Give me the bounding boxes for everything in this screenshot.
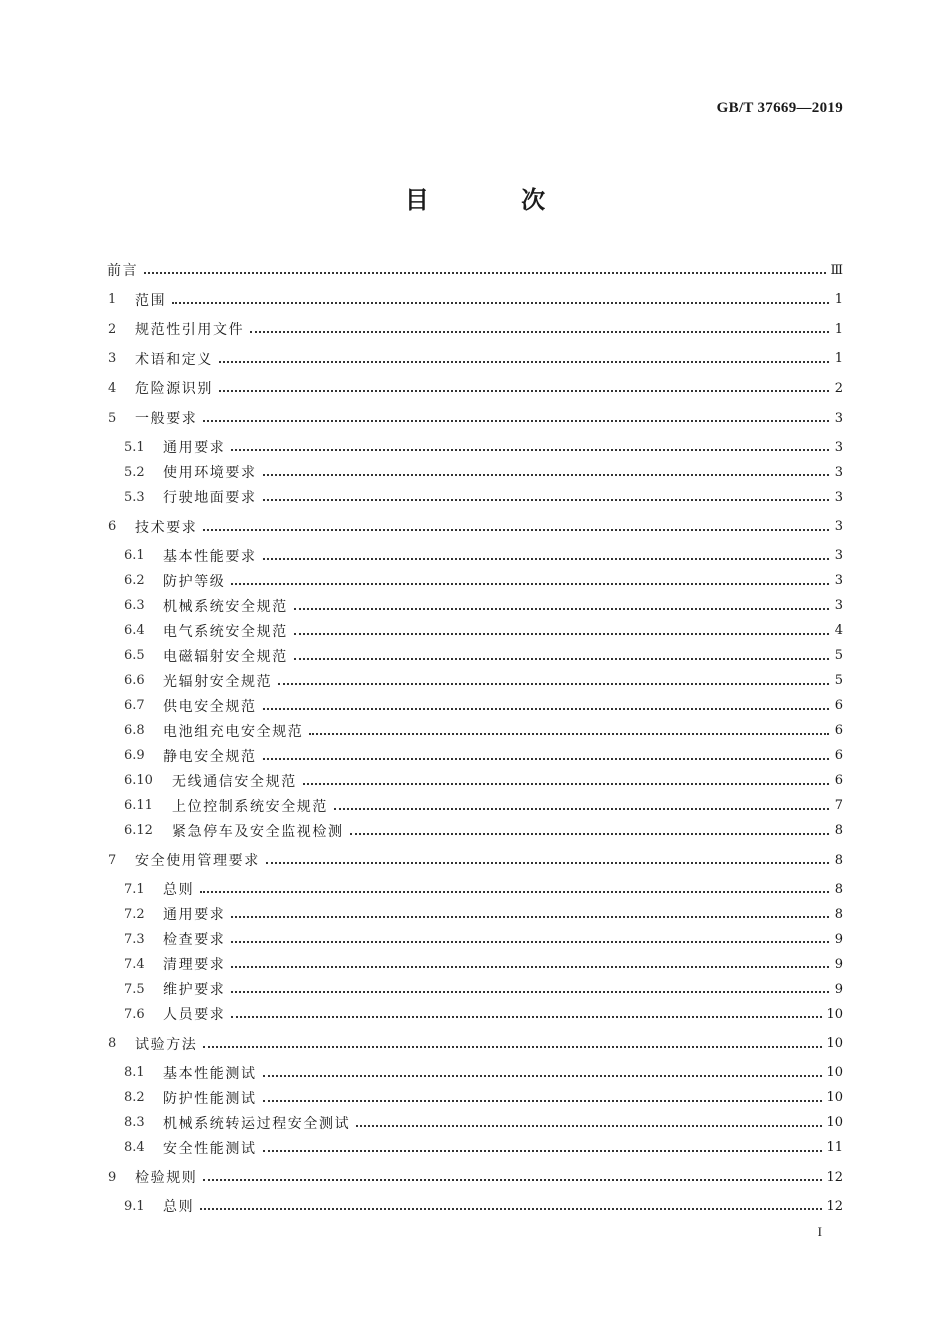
toc-entry-leader-dots — [203, 515, 829, 531]
toc-entry-leader-dots — [231, 977, 829, 993]
toc-entry-label: 通用要求 — [163, 907, 226, 924]
toc-entry-number: 6.3 — [124, 598, 145, 614]
toc-entry[interactable] — [107, 902, 843, 926]
toc-entry-page: 10 — [826, 1006, 843, 1022]
toc-entry-label: 安全使用管理要求 — [135, 853, 260, 870]
toc-title: 目 次 — [404, 186, 588, 214]
toc-entry-page: 9 — [834, 981, 843, 997]
toc-entry-number: 9 — [108, 1169, 117, 1185]
toc-entry-page: 10 — [826, 1065, 843, 1081]
toc-entry-leader-dots — [263, 460, 829, 476]
toc-entry[interactable] — [107, 406, 843, 430]
toc-entry-number: 5.1 — [124, 439, 145, 455]
toc-entry-leader-dots — [200, 1194, 822, 1210]
toc-entry-page: 11 — [826, 1140, 843, 1156]
toc-entry-leader-dots — [263, 544, 829, 560]
toc-entry[interactable] — [107, 1111, 843, 1135]
document-code: GB/T 37669—2019 — [716, 100, 843, 116]
toc-entry-leader-dots — [203, 1165, 822, 1181]
toc-entry[interactable] — [107, 819, 843, 843]
toc-entry-number: 6.9 — [124, 748, 145, 764]
toc-entry-leader-dots — [303, 769, 829, 785]
toc-entry-number: 6.10 — [124, 773, 153, 789]
toc-entry-label: 供电安全规范 — [163, 698, 257, 715]
toc-entry-label: 检查要求 — [163, 932, 226, 949]
toc-entry-page: 3 — [834, 519, 843, 535]
toc-entry-number: 6 — [108, 519, 117, 535]
toc-entry-label: 维护要求 — [163, 982, 226, 999]
toc-entry-label: 机械系统转运过程安全测试 — [163, 1115, 351, 1132]
toc-entry-number: 7.2 — [124, 906, 145, 922]
toc-entry-leader-dots — [250, 317, 829, 333]
toc-entry-label: 无线通信安全规范 — [172, 773, 297, 790]
toc-entry[interactable] — [107, 515, 843, 539]
toc-entry[interactable] — [107, 848, 843, 872]
toc-entry-number: 6.11 — [124, 798, 153, 814]
toc-entry-leader-dots — [356, 1111, 822, 1127]
toc-entry-leader-dots — [263, 1136, 823, 1152]
toc-entry-leader-dots — [231, 952, 829, 968]
toc-entry[interactable] — [107, 719, 843, 743]
toc-entry-page: 9 — [834, 956, 843, 972]
toc-entry-leader-dots — [294, 644, 829, 660]
toc-entry-leader-dots — [144, 258, 826, 274]
toc-entry-leader-dots — [309, 719, 829, 735]
toc-entry-leader-dots — [231, 1002, 822, 1018]
toc-entry-number: 5.2 — [124, 464, 145, 480]
toc-entry[interactable] — [107, 485, 843, 509]
toc-entry[interactable] — [107, 435, 843, 459]
toc-entry-label: 基本性能测试 — [163, 1065, 257, 1082]
toc-entry[interactable] — [107, 927, 843, 951]
toc-entry-page: 3 — [834, 439, 843, 455]
toc-entry-number: 7.3 — [124, 931, 145, 947]
toc-entry-label: 通用要求 — [163, 440, 226, 456]
toc-entry-page: 3 — [834, 598, 843, 614]
toc-entry-leader-dots — [203, 406, 829, 422]
toc-entry[interactable] — [107, 952, 843, 976]
toc-entry-label: 防护性能测试 — [163, 1090, 257, 1107]
toc-entry-number: 8.3 — [124, 1115, 145, 1131]
toc-entry-label: 术语和定义 — [135, 351, 213, 368]
toc-entry-label: 危险源识别 — [135, 381, 213, 398]
toc-entry-number: 1 — [108, 292, 117, 308]
page-number: I — [817, 1224, 822, 1239]
toc-entry-page: 5 — [834, 648, 843, 664]
toc-entry[interactable] — [107, 544, 843, 568]
toc-entry-page: 2 — [834, 380, 843, 396]
toc-entry-leader-dots — [350, 819, 829, 835]
toc-entry-label: 行驶地面要求 — [163, 490, 257, 506]
toc-entry-leader-dots — [278, 669, 829, 685]
toc-entry[interactable] — [107, 694, 843, 718]
toc-entry-number: 8.2 — [124, 1090, 145, 1106]
toc-entry[interactable] — [107, 317, 843, 341]
toc-entry-page: 8 — [834, 881, 843, 897]
toc-entry-number: 4 — [108, 380, 117, 396]
toc-entry[interactable] — [107, 619, 843, 643]
toc-entry-leader-dots — [231, 435, 829, 451]
toc-entry-label: 电磁辐射安全规范 — [163, 648, 288, 665]
toc-entry[interactable] — [107, 376, 843, 400]
toc-entry-page: 8 — [834, 852, 843, 868]
toc-entry-page: 6 — [834, 723, 843, 739]
toc-entry-leader-dots — [294, 619, 829, 635]
toc-entry-leader-dots — [263, 694, 829, 710]
toc-entry-label: 检验规则 — [135, 1170, 198, 1187]
toc-entry[interactable] — [107, 769, 843, 793]
toc-entry-page: 3 — [834, 548, 843, 564]
toc-entry-leader-dots — [263, 1086, 823, 1102]
toc-entry-label: 防护等级 — [163, 573, 226, 590]
toc-entry-number: 5.3 — [124, 489, 145, 505]
toc-entry[interactable] — [107, 644, 843, 668]
toc-entry-number: 7.6 — [124, 1006, 145, 1022]
toc-entry[interactable] — [107, 744, 843, 768]
toc-entry-label: 电气系统安全规范 — [163, 623, 288, 640]
toc-entry-number: 8.4 — [124, 1140, 145, 1156]
toc-entry-number: 8.1 — [124, 1065, 145, 1081]
toc-entry-leader-dots — [203, 1032, 822, 1048]
toc-entry-number: 7.4 — [124, 956, 145, 972]
toc-entry-leader-dots — [172, 288, 829, 304]
toc-entry[interactable] — [107, 794, 843, 818]
toc-entry-label: 基本性能要求 — [163, 548, 257, 565]
toc-entry-leader-dots — [263, 485, 829, 501]
toc-entry-leader-dots — [200, 877, 829, 893]
toc-entry-label: 规范性引用文件 — [135, 322, 245, 339]
toc-entry-label: 上位控制系统安全规范 — [172, 798, 328, 815]
toc-entry-label: 人员要求 — [163, 1007, 226, 1024]
toc-entry-leader-dots — [294, 594, 829, 610]
toc-entry-page: 4 — [834, 623, 843, 639]
toc-entry-label: 技术要求 — [135, 519, 198, 536]
toc-entry-label: 清理要求 — [163, 957, 226, 974]
toc-entry-page: 1 — [834, 351, 843, 367]
toc-entry-leader-dots — [263, 1061, 823, 1077]
toc-entry-page: 1 — [834, 321, 843, 337]
toc-entry-page: 8 — [834, 823, 843, 839]
toc-entry[interactable] — [107, 347, 843, 371]
toc-entry-page: 1 — [834, 292, 843, 308]
toc-entry-leader-dots — [334, 794, 829, 810]
toc-entry-page: 6 — [834, 748, 843, 764]
toc-entry-number: 7.1 — [124, 881, 145, 897]
toc-entry-page: 6 — [834, 773, 843, 789]
toc-entry-label: 范围 — [135, 292, 167, 309]
toc-entry[interactable] — [107, 877, 843, 901]
toc-entry-label: 电池组充电安全规范 — [163, 723, 304, 740]
toc-entry-number: 6.12 — [124, 823, 153, 839]
toc-entry-page: Ⅲ — [830, 262, 843, 278]
toc-entry-leader-dots — [231, 927, 829, 943]
toc-entry-page: 9 — [834, 931, 843, 947]
toc-entry-label: 使用环境要求 — [163, 465, 257, 481]
toc-entry[interactable] — [107, 1032, 843, 1056]
toc-entry-leader-dots — [219, 376, 829, 392]
toc-entry[interactable] — [107, 1136, 843, 1160]
toc-entry-number: 7 — [108, 852, 117, 868]
toc-entry-page: 10 — [826, 1115, 843, 1131]
toc-entry-page: 3 — [834, 489, 843, 505]
toc-entry[interactable] — [107, 669, 843, 693]
toc-entry-leader-dots — [219, 347, 829, 363]
toc-entry-page: 3 — [834, 464, 843, 480]
toc-entry-number: 7.5 — [124, 981, 145, 997]
toc-entry-page: 3 — [834, 573, 843, 589]
toc-entry-label: 总则 — [163, 1199, 195, 1216]
toc-entry-number: 5 — [108, 410, 117, 426]
toc-entry[interactable] — [107, 977, 843, 1001]
toc-entry-number: 6.2 — [124, 573, 145, 589]
toc-entry-page: 10 — [826, 1090, 843, 1106]
toc-entry-page: 12 — [826, 1169, 843, 1185]
toc-entry-number: 6.1 — [124, 548, 145, 564]
toc-entry-label: 紧急停车及安全监视检测 — [172, 823, 344, 840]
toc-entry[interactable] — [107, 460, 843, 484]
toc-entry-label: 试验方法 — [135, 1036, 198, 1053]
toc-entry-page: 7 — [834, 798, 843, 814]
toc-entry-leader-dots — [266, 848, 829, 864]
toc-entry-page: 3 — [834, 410, 843, 426]
toc-entry-number: 2 — [108, 321, 117, 337]
toc-entry-leader-dots — [263, 744, 829, 760]
toc-entry-number: 6.4 — [124, 623, 145, 639]
toc-entry-label: 总则 — [163, 882, 195, 899]
toc-entry-number: 6.6 — [124, 673, 145, 689]
toc-entry-label: 一般要求 — [135, 411, 198, 427]
toc-entry[interactable] — [107, 569, 843, 593]
toc-entry-number: 8 — [108, 1036, 117, 1052]
toc-entry[interactable] — [107, 594, 843, 618]
toc-entry-label: 静电安全规范 — [163, 748, 257, 765]
toc-entry-number: 9.1 — [124, 1198, 145, 1214]
toc-entry-label: 机械系统安全规范 — [163, 598, 288, 615]
toc-entry-leader-dots — [231, 902, 829, 918]
toc-entry[interactable] — [107, 258, 843, 282]
toc-entry-page: 5 — [834, 673, 843, 689]
toc-entry-number: 6.8 — [124, 723, 145, 739]
toc-entry-number: 3 — [108, 351, 117, 367]
toc-entry-leader-dots — [231, 569, 829, 585]
toc-entry-number: 6.7 — [124, 698, 145, 714]
toc-entry-label: 光辐射安全规范 — [163, 673, 273, 690]
toc-entry-page: 10 — [826, 1036, 843, 1052]
toc-entry[interactable] — [107, 1061, 843, 1085]
toc-entry[interactable] — [107, 1086, 843, 1110]
toc-entry-label: 安全性能测试 — [163, 1140, 257, 1157]
toc-entry[interactable] — [107, 1165, 843, 1189]
toc-entry-page: 8 — [834, 906, 843, 922]
toc-entry-number: 6.5 — [124, 648, 145, 664]
toc-entry[interactable] — [107, 288, 843, 312]
toc-entry-label: 前言 — [107, 263, 139, 279]
toc-entry-page: 12 — [826, 1198, 843, 1214]
toc-entry[interactable] — [107, 1194, 843, 1218]
toc-entry-page: 6 — [834, 698, 843, 714]
toc-entry[interactable] — [107, 1002, 843, 1026]
